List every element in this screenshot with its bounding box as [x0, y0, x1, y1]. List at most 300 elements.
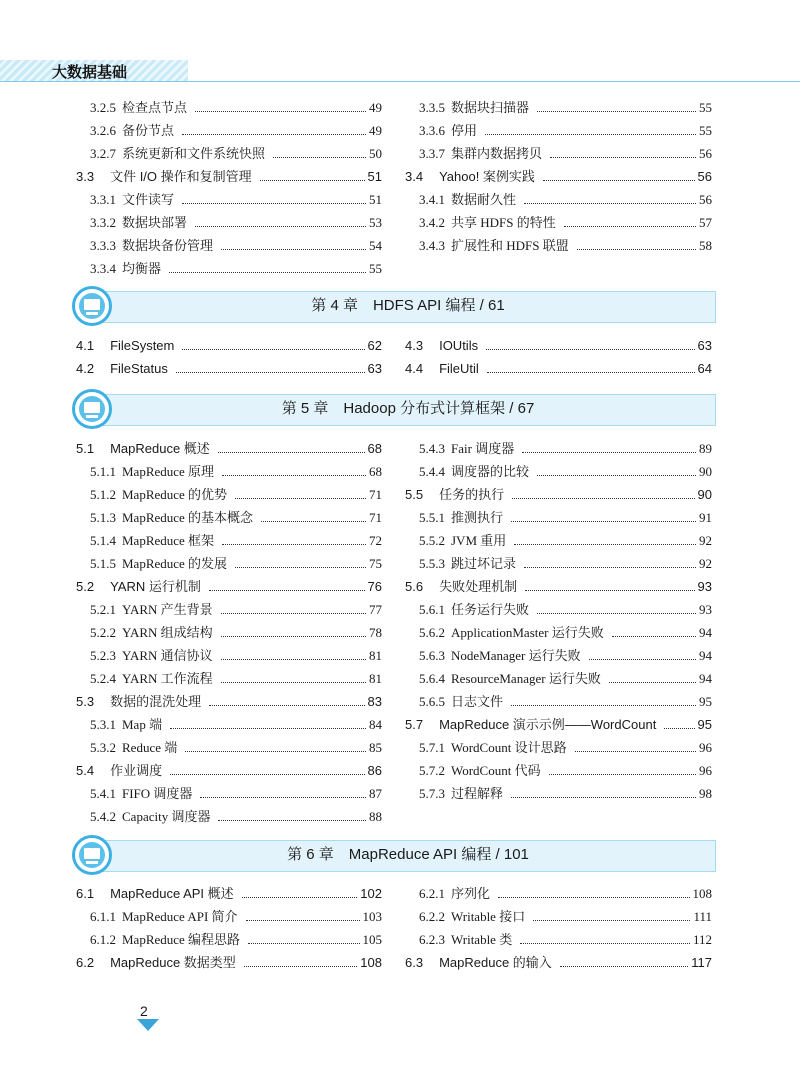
toc-entry[interactable] — [405, 951, 712, 974]
toc-entry[interactable] — [405, 667, 712, 690]
dot-leader — [664, 728, 694, 729]
toc-column-right — [405, 96, 712, 257]
entry-title: 作业调度 — [110, 763, 163, 778]
section-number: 5.3.1 — [90, 717, 116, 732]
page-ref: 98 — [699, 786, 712, 801]
dot-leader — [218, 820, 366, 821]
page-ref: 57 — [699, 215, 712, 230]
toc-entry[interactable] — [405, 552, 712, 575]
section-number: 3.4 — [405, 169, 424, 184]
toc-entry[interactable] — [405, 905, 712, 928]
toc-entry[interactable] — [405, 437, 712, 460]
page-header — [0, 0, 800, 82]
section-number: 6.3 — [405, 955, 424, 970]
dot-leader — [577, 249, 696, 250]
dot-leader — [564, 226, 696, 227]
section-number: 5.2 — [76, 579, 95, 594]
toc-entry[interactable] — [76, 598, 382, 621]
page-ref: 68 — [367, 441, 382, 456]
section-number: 5.1.2 — [90, 487, 116, 502]
dot-leader — [182, 203, 366, 204]
dot-leader — [182, 349, 364, 350]
page-ref: 94 — [699, 648, 712, 663]
toc-entry[interactable] — [76, 928, 382, 951]
toc-entry[interactable] — [76, 805, 382, 828]
entry-title: MapReduce API 概述 — [110, 886, 234, 901]
entry-title: MapReduce 的输入 — [439, 955, 552, 970]
page-ref: 96 — [699, 763, 712, 778]
dot-leader — [498, 897, 689, 898]
entry-title: Yahoo! 案例实践 — [439, 169, 535, 184]
section-number: 6.2.2 — [419, 909, 445, 924]
dot-leader — [209, 590, 365, 591]
toc-column-left — [76, 96, 382, 280]
section-number: 3.3.3 — [90, 238, 116, 253]
dot-leader — [537, 111, 696, 112]
section-number: 3.3 — [76, 169, 95, 184]
book-title: 大数据基础 — [52, 63, 128, 81]
section-number: 4.1 — [76, 338, 95, 353]
entry-title: 扩展性和 HDFS 联盟 — [451, 238, 569, 253]
toc-entry[interactable] — [405, 690, 712, 713]
page-ref: 103 — [362, 909, 382, 924]
entry-title: Capacity 调度器 — [122, 809, 211, 824]
dot-leader — [543, 180, 695, 181]
section-number: 3.4.3 — [419, 238, 445, 253]
chapter-banner — [72, 835, 716, 875]
page-number: 2 — [140, 1003, 148, 1019]
dot-leader — [485, 134, 696, 135]
toc-entry[interactable] — [405, 759, 712, 782]
page-ref: 50 — [369, 146, 382, 161]
toc-entry[interactable] — [405, 529, 712, 552]
toc-entry[interactable] — [405, 713, 712, 736]
entry-title: IOUtils — [439, 338, 479, 353]
toc-entry[interactable] — [405, 644, 712, 667]
dot-leader — [221, 659, 366, 660]
section-number: 5.6.1 — [419, 602, 445, 617]
page-ref: 112 — [692, 932, 712, 947]
entry-title: 集群内数据拷贝 — [451, 146, 543, 161]
dot-leader — [514, 544, 696, 545]
toc-entry[interactable] — [405, 598, 712, 621]
toc-entry[interactable] — [405, 928, 712, 951]
section-number: 6.2 — [76, 955, 95, 970]
dot-leader — [525, 590, 694, 591]
dot-leader — [533, 920, 690, 921]
page-ref: 54 — [369, 238, 382, 253]
section-number: 6.1.1 — [90, 909, 116, 924]
dot-leader — [222, 544, 366, 545]
entry-title: 数据的混洗处理 — [110, 694, 202, 709]
entry-title: NodeManager 运行失败 — [451, 648, 581, 663]
section-number: 5.4 — [76, 763, 95, 778]
page-ref: 84 — [369, 717, 382, 732]
page-ref: 49 — [369, 100, 382, 115]
section-number: 6.2.1 — [419, 886, 445, 901]
page-ref: 83 — [367, 694, 382, 709]
section-number: 5.2.4 — [90, 671, 116, 686]
chapter-title: 第 6 章 MapReduce API 编程 / 101 — [287, 846, 529, 863]
toc-entry[interactable] — [76, 690, 382, 713]
dot-leader — [221, 636, 366, 637]
entry-title: MapReduce 编程思路 — [122, 932, 241, 947]
chapter-banner — [72, 286, 716, 326]
toc-entry[interactable] — [76, 234, 382, 257]
dot-leader — [235, 567, 366, 568]
page-ref: 111 — [693, 909, 712, 924]
page-ref: 105 — [362, 932, 382, 947]
dot-leader — [221, 613, 366, 614]
section-number: 5.7.1 — [419, 740, 445, 755]
section-number: 5.7 — [405, 717, 424, 732]
section-number: 5.4.2 — [90, 809, 116, 824]
section-number: 5.7.3 — [419, 786, 445, 801]
section-number: 3.3.1 — [90, 192, 116, 207]
entry-title: 系统更新和文件系统快照 — [122, 146, 266, 161]
entry-title: MapReduce 数据类型 — [110, 955, 236, 970]
page-ref: 102 — [360, 886, 382, 901]
entry-title: 过程解释 — [451, 786, 504, 801]
toc-entry[interactable] — [76, 882, 382, 905]
page-ref: 94 — [699, 625, 712, 640]
entry-title: 调度器的比较 — [451, 464, 530, 479]
page-ref: 55 — [699, 123, 712, 138]
page-ref: 78 — [369, 625, 382, 640]
entry-title: MapReduce 演示示例——WordCount — [439, 717, 657, 732]
entry-title: MapReduce API 简介 — [122, 909, 238, 924]
toc-entry[interactable] — [405, 460, 712, 483]
entry-title: MapReduce 框架 — [122, 533, 215, 548]
dot-leader — [170, 728, 366, 729]
toc-entry[interactable] — [405, 483, 712, 506]
toc-entry[interactable] — [76, 552, 382, 575]
toc-entry[interactable] — [76, 165, 382, 188]
section-number: 5.5 — [405, 487, 424, 502]
page-ref: 58 — [699, 238, 712, 253]
dot-leader — [589, 659, 696, 660]
entry-title: YARN 产生背景 — [122, 602, 213, 617]
section-number: 5.6.3 — [419, 648, 445, 663]
dot-leader — [169, 272, 366, 273]
dot-leader — [524, 567, 696, 568]
page-ref: 49 — [369, 123, 382, 138]
section-number: 3.3.5 — [419, 100, 445, 115]
section-number: 5.4.3 — [419, 441, 445, 456]
page-ref: 92 — [699, 533, 712, 548]
entry-title: 任务运行失败 — [451, 602, 530, 617]
section-number: 6.1 — [76, 886, 95, 901]
section-number: 5.3 — [76, 694, 95, 709]
section-number: 5.4.4 — [419, 464, 445, 479]
toc-entry[interactable] — [76, 621, 382, 644]
entry-title: 跳过坏记录 — [451, 556, 517, 571]
dot-leader — [549, 774, 696, 775]
entry-title: 共享 HDFS 的特性 — [451, 215, 556, 230]
dot-leader — [218, 452, 365, 453]
entry-title: 推测执行 — [451, 510, 504, 525]
section-number: 5.1.3 — [90, 510, 116, 525]
section-number: 3.3.2 — [90, 215, 116, 230]
page-ref: 71 — [369, 487, 382, 502]
entry-title: 均衡器 — [122, 261, 162, 276]
page-ref: 108 — [360, 955, 382, 970]
dot-leader — [170, 774, 364, 775]
dot-leader — [550, 157, 696, 158]
dot-leader — [609, 682, 696, 683]
page-ref: 96 — [699, 740, 712, 755]
toc-entry[interactable] — [76, 119, 382, 142]
page-marker-triangle-icon — [137, 1019, 159, 1031]
page-ref: 86 — [367, 763, 382, 778]
entry-title: 数据块扫描器 — [451, 100, 530, 115]
section-number: 5.1 — [76, 441, 95, 456]
toc-entry[interactable] — [76, 460, 382, 483]
toc-entry[interactable] — [405, 119, 712, 142]
section-number: 3.4.1 — [419, 192, 445, 207]
section-number: 5.5.3 — [419, 556, 445, 571]
toc-entry[interactable] — [405, 575, 712, 598]
chapter-banner — [72, 389, 716, 429]
section-number: 5.2.2 — [90, 625, 116, 640]
page-ref: 53 — [369, 215, 382, 230]
dot-leader — [520, 943, 690, 944]
page-ref: 81 — [369, 648, 382, 663]
toc-entry[interactable] — [76, 736, 382, 759]
toc-entry[interactable] — [76, 188, 382, 211]
entry-title: 日志文件 — [451, 694, 504, 709]
entry-title: 数据块备份管理 — [122, 238, 214, 253]
section-number: 5.3.2 — [90, 740, 116, 755]
toc-entry[interactable] — [405, 234, 712, 257]
page-ref: 85 — [369, 740, 382, 755]
toc-entry[interactable] — [76, 334, 382, 357]
dot-leader — [260, 180, 365, 181]
entry-title: Map 端 — [122, 717, 163, 732]
toc-entry[interactable] — [76, 437, 382, 460]
toc-entry[interactable] — [405, 142, 712, 165]
dot-leader — [209, 705, 364, 706]
entry-title: WordCount 设计思路 — [451, 740, 567, 755]
chapter-title: 第 5 章 Hadoop 分布式计算框架 / 67 — [281, 400, 535, 417]
dot-leader — [200, 797, 366, 798]
page-ref: 62 — [367, 338, 382, 353]
section-number: 5.1.1 — [90, 464, 116, 479]
toc-entry[interactable] — [76, 483, 382, 506]
entry-title: 文件读写 — [122, 192, 175, 207]
entry-title: Writable 接口 — [451, 909, 526, 924]
dot-leader — [235, 498, 366, 499]
dot-leader — [537, 475, 696, 476]
page-ref: 56 — [699, 146, 712, 161]
toc-entry[interactable] — [76, 257, 382, 280]
toc-entry[interactable] — [405, 334, 712, 357]
section-number: 5.4.1 — [90, 786, 116, 801]
entry-title: FIFO 调度器 — [122, 786, 193, 801]
page-ref: 92 — [699, 556, 712, 571]
toc-entry[interactable] — [76, 357, 382, 380]
entry-title: 失败处理机制 — [439, 579, 518, 594]
page-ref: 63 — [697, 338, 712, 353]
dot-leader — [244, 966, 358, 967]
entry-title: YARN 通信协议 — [122, 648, 213, 663]
entry-title: FileSystem — [110, 338, 175, 353]
page-ref: 117 — [691, 955, 712, 970]
page-ref: 77 — [369, 602, 382, 617]
page-ref: 56 — [699, 192, 712, 207]
section-number: 5.2.3 — [90, 648, 116, 663]
toc-entry[interactable] — [76, 506, 382, 529]
page-ref: 55 — [369, 261, 382, 276]
entry-title: JVM 重用 — [451, 533, 507, 548]
dot-leader — [248, 943, 359, 944]
toc-entry[interactable] — [405, 782, 712, 805]
page-ref: 108 — [692, 886, 712, 901]
dot-leader — [185, 751, 366, 752]
dot-leader — [195, 111, 366, 112]
entry-title: MapReduce 的优势 — [122, 487, 228, 502]
section-number: 5.6.2 — [419, 625, 445, 640]
section-number: 5.5.2 — [419, 533, 445, 548]
entry-title: YARN 工作流程 — [122, 671, 213, 686]
dot-leader — [221, 682, 366, 683]
dot-leader — [512, 498, 694, 499]
section-number: 4.4 — [405, 361, 424, 376]
page-ref: 63 — [367, 361, 382, 376]
toc-entry[interactable] — [76, 211, 382, 234]
entry-title: MapReduce 原理 — [122, 464, 215, 479]
toc-entry[interactable] — [76, 951, 382, 974]
dot-leader — [195, 226, 366, 227]
page-ref: 93 — [697, 579, 712, 594]
toc-entry[interactable] — [76, 644, 382, 667]
toc-entry[interactable] — [405, 96, 712, 119]
section-number: 5.6.5 — [419, 694, 445, 709]
page-ref: 81 — [369, 671, 382, 686]
dot-leader — [575, 751, 696, 752]
entry-title: 文件 I/O 操作和复制管理 — [110, 169, 252, 184]
dot-leader — [222, 475, 366, 476]
page-ref: 87 — [369, 786, 382, 801]
entry-title: YARN 运行机制 — [110, 579, 201, 594]
page-ref: 51 — [369, 192, 382, 207]
entry-title: MapReduce 概述 — [110, 441, 210, 456]
section-number: 5.1.5 — [90, 556, 116, 571]
toc-entry[interactable] — [405, 621, 712, 644]
page-ref: 64 — [697, 361, 712, 376]
entry-title: 停用 — [451, 123, 478, 138]
entry-title: 数据块部署 — [122, 215, 188, 230]
page-ref: 91 — [699, 510, 712, 525]
dot-leader — [176, 372, 365, 373]
toc-column-right — [405, 334, 712, 380]
toc-column-right — [405, 882, 712, 974]
toc-entry[interactable] — [405, 188, 712, 211]
toc-entry[interactable] — [76, 759, 382, 782]
toc-entry[interactable] — [76, 575, 382, 598]
dot-leader — [182, 134, 366, 135]
page-ref: 89 — [699, 441, 712, 456]
toc-column-left — [76, 882, 382, 974]
section-number: 5.2.1 — [90, 602, 116, 617]
page-ref: 94 — [699, 671, 712, 686]
page-ref: 72 — [369, 533, 382, 548]
toc-entry[interactable] — [405, 165, 712, 188]
toc-entry[interactable] — [76, 713, 382, 736]
dot-leader — [612, 636, 696, 637]
toc-column-right — [405, 437, 712, 805]
entry-title: 任务的执行 — [439, 487, 505, 502]
entry-title: MapReduce 的发展 — [122, 556, 228, 571]
dot-leader — [511, 705, 696, 706]
toc-entry[interactable] — [76, 96, 382, 119]
dot-leader — [511, 797, 696, 798]
toc-column-left — [76, 437, 382, 828]
chapter-title: 第 4 章 HDFS API 编程 / 61 — [311, 297, 505, 314]
toc-entry[interactable] — [405, 736, 712, 759]
entry-title: 数据耐久性 — [451, 192, 517, 207]
dot-leader — [511, 521, 696, 522]
dot-leader — [524, 203, 696, 204]
page-ref: 56 — [697, 169, 712, 184]
entry-title: ApplicationMaster 运行失败 — [451, 625, 604, 640]
dot-leader — [537, 613, 696, 614]
section-number: 5.5.1 — [419, 510, 445, 525]
section-number: 3.4.2 — [419, 215, 445, 230]
section-number: 3.2.6 — [90, 123, 116, 138]
toc-column-left — [76, 334, 382, 380]
page-ref: 55 — [699, 100, 712, 115]
entry-title: 备份节点 — [122, 123, 175, 138]
toc-entry[interactable] — [76, 905, 382, 928]
dot-leader — [242, 897, 358, 898]
page-ref: 95 — [699, 694, 712, 709]
toc-entry[interactable] — [76, 667, 382, 690]
page-ref: 76 — [367, 579, 382, 594]
entry-title: Fair 调度器 — [451, 441, 515, 456]
dot-leader — [487, 372, 695, 373]
toc-entry[interactable] — [405, 211, 712, 234]
entry-title: YARN 组成结构 — [122, 625, 213, 640]
section-number: 4.3 — [405, 338, 424, 353]
toc-entry[interactable] — [405, 506, 712, 529]
page-ref: 75 — [369, 556, 382, 571]
toc-entry[interactable] — [76, 142, 382, 165]
page-ref: 95 — [697, 717, 712, 732]
entry-title: MapReduce 的基本概念 — [122, 510, 254, 525]
dot-leader — [273, 157, 366, 158]
toc-entry[interactable] — [76, 529, 382, 552]
toc-entry[interactable] — [405, 882, 712, 905]
toc-entry[interactable] — [405, 357, 712, 380]
section-number: 5.1.4 — [90, 533, 116, 548]
page-ref: 51 — [367, 169, 382, 184]
entry-title: 序列化 — [451, 886, 491, 901]
entry-title: FileStatus — [110, 361, 168, 376]
section-number: 3.3.4 — [90, 261, 116, 276]
entry-title: Reduce 端 — [122, 740, 178, 755]
section-number: 3.3.7 — [419, 146, 445, 161]
dot-leader — [522, 452, 696, 453]
section-number: 4.2 — [76, 361, 95, 376]
page-ref: 93 — [699, 602, 712, 617]
entry-title: 检查点节点 — [122, 100, 188, 115]
toc-entry[interactable] — [76, 782, 382, 805]
section-number: 3.3.6 — [419, 123, 445, 138]
section-number: 5.6.4 — [419, 671, 445, 686]
section-number: 3.2.5 — [90, 100, 116, 115]
dot-leader — [221, 249, 366, 250]
